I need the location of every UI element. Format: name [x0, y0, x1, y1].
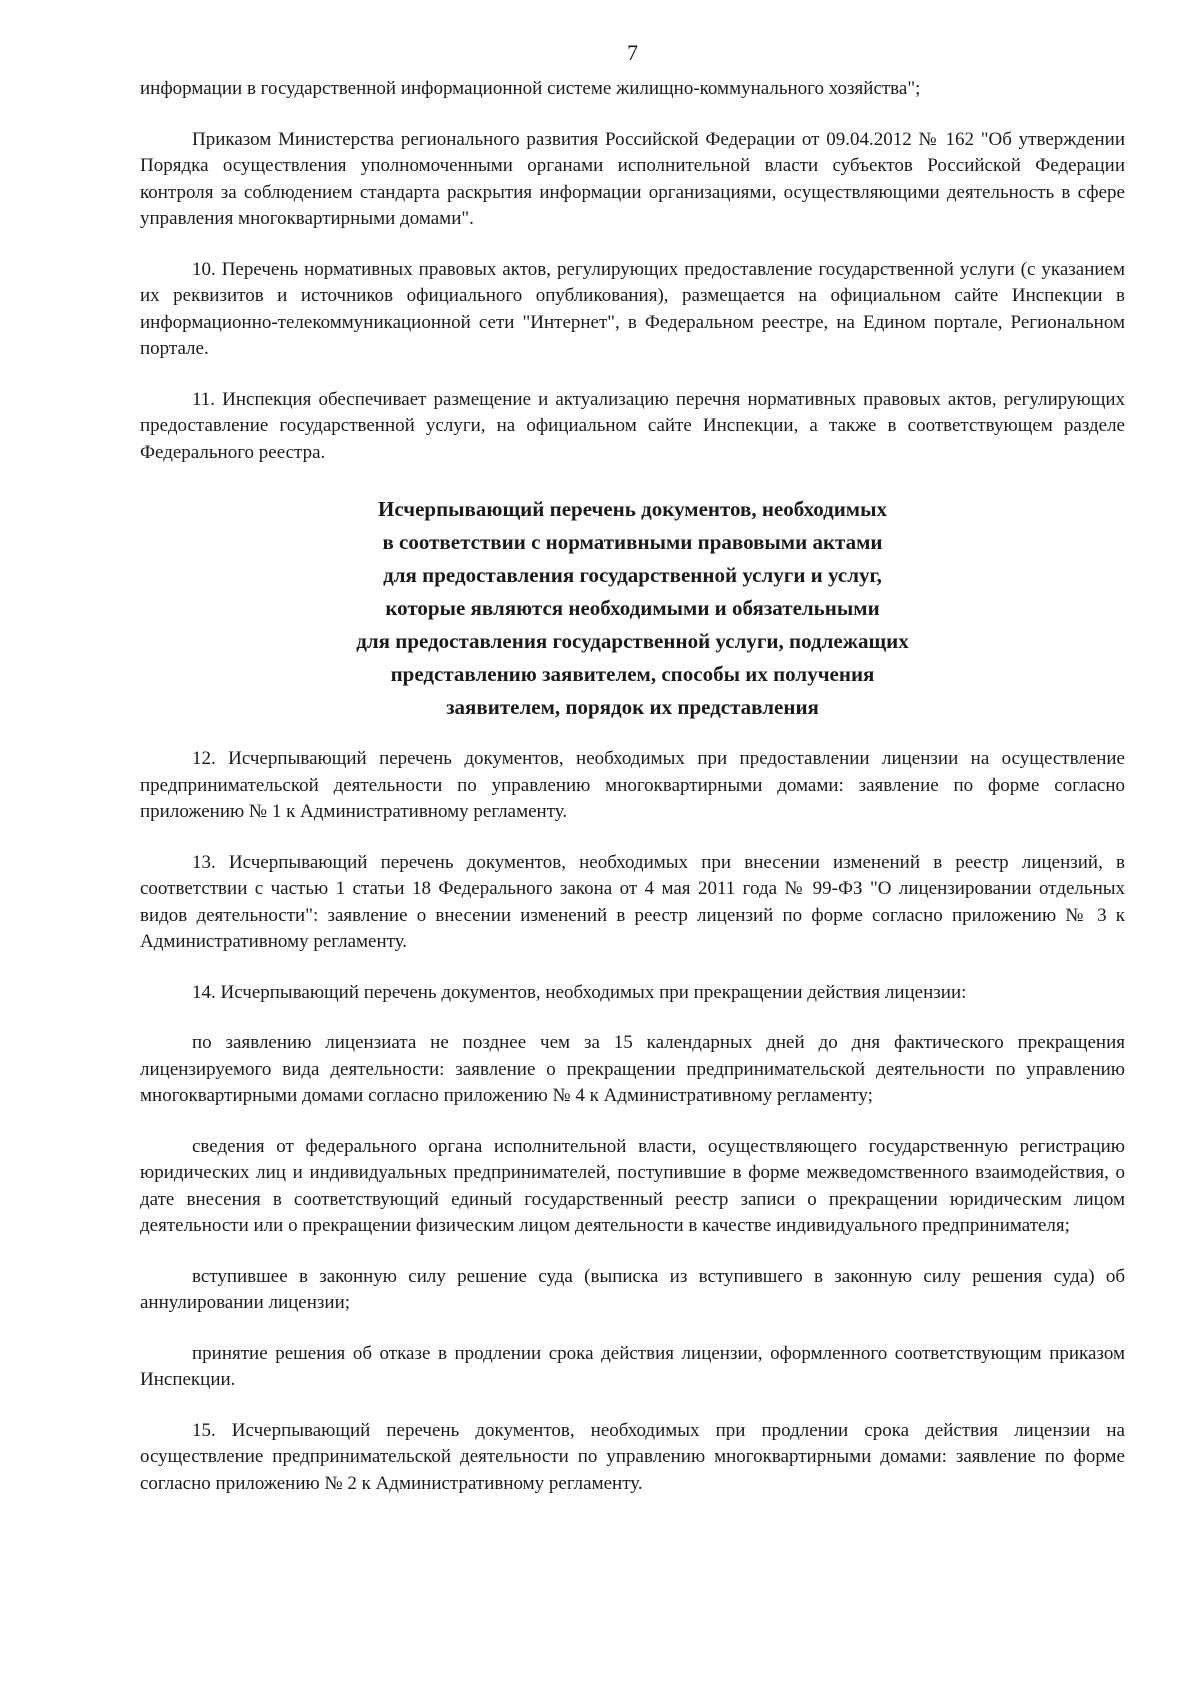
- paragraph-11: 11. Инспекция обеспечивает размещение и актуализацию перечня нормативных правовых актов, регулирующих предоставление государственной услуги, на официальном сайте Инспекции, а также в соответствующем разделе Федерального реестра.: [140, 388, 1125, 463]
- paragraph-14: 14. Исчерпывающий перечень документов, необходимых при прекращении действия лицензии:: [192, 981, 967, 1003]
- document-page: [140, 40, 1125, 1497]
- paragraph-14-item-4: принятие решения об отказе в продлении срока действия лицензии, оформленного соответствующим приказом Инспекции.: [140, 1342, 1125, 1390]
- page-number: 7: [627, 40, 638, 65]
- heading-line: для предоставления государственной услуги, подлежащих: [356, 629, 909, 653]
- paragraph-order-reference: Приказом Министерства регионального развития Российской Федерации от 09.04.2012 № 162 "Об утверждении Порядка осуществления уполномоченными органами исполнительной власти субъектов Российской Федерации контроля за соблюдением стандарта раскрытия информации организациями, осуществляющими деятельность в сфере управления многоквартирными домами".: [140, 128, 1125, 229]
- heading-line: заявителем, порядок их представления: [446, 695, 819, 719]
- paragraph-13: 13. Исчерпывающий перечень документов, необходимых при внесении изменений в реестр лицензий, в соответствии с частью 1 статьи 18 Федерального закона от 4 мая 2011 года № 99-ФЗ "О лицензировании отдельных видов деятельности": заявление о внесении изменений в реестр лицензий по форме согласно приложению № 3 к Административному регламенту.: [140, 851, 1125, 952]
- paragraph-14-item-3: вступившее в законную силу решение суда (выписка из вступившего в законную силу решения суда) об аннулировании лицензии;: [140, 1265, 1125, 1313]
- paragraph-12: 12. Исчерпывающий перечень документов, необходимых при предоставлении лицензии на осуществление предпринимательской деятельности по управлению многоквартирными домами: заявление по форме согласно приложению № 1 к Административному регламенту.: [140, 748, 1125, 822]
- heading-line: которые являются необходимыми и обязательными: [385, 596, 880, 620]
- heading-line: в соответствии с нормативными правовыми актами: [382, 530, 883, 554]
- paragraph-14-item-2: сведения от федерального органа исполнительной власти, осуществляющего государственную регистрацию юридических лиц и индивидуальных предпринимателей, поступившие в форме межведомственного взаимодействия, о дате внесения в соответствующий единый государственный реестр записи о прекращении юридическим лицом деятельности или о прекращении физическим лицом деятельности в качестве индивидуального предпринимателя;: [140, 1135, 1125, 1236]
- heading-line: для предоставления государственной услуги и услуг,: [383, 563, 882, 587]
- paragraph-15: 15. Исчерпывающий перечень документов, необходимых при продлении срока действия лицензии на осуществление предпринимательской деятельности по управлению многоквартирными домами: заявление по форме согласно приложению № 2 к Административному регламенту.: [140, 1419, 1125, 1494]
- paragraph-14-item-1: по заявлению лицензиата не позднее чем за 15 календарных дней до дня фактического прекращения лицензируемого вида деятельности: заявление о прекращении предпринимательской деятельности по управлению многоквартирными домами согласно приложению № 4 к Административному регламенту;: [140, 1032, 1125, 1106]
- paragraph-continuation: информации в государственной информационной системе жилищно-коммунального хозяйства";: [140, 78, 921, 99]
- paragraph-10: 10. Перечень нормативных правовых актов, регулирующих предоставление государственной услуги (с указанием их реквизитов и источников официального опубликования), размещается на официальном сайте Инспекции в информационно-телекоммуникационной сети "Интернет", в Федеральном реестре, на Едином портале, Региональном портале.: [140, 258, 1125, 359]
- section-heading: [140, 493, 1125, 724]
- heading-line: представлению заявителем, способы их получения: [390, 662, 875, 686]
- heading-line: Исчерпывающий перечень документов, необходимых: [377, 497, 888, 521]
